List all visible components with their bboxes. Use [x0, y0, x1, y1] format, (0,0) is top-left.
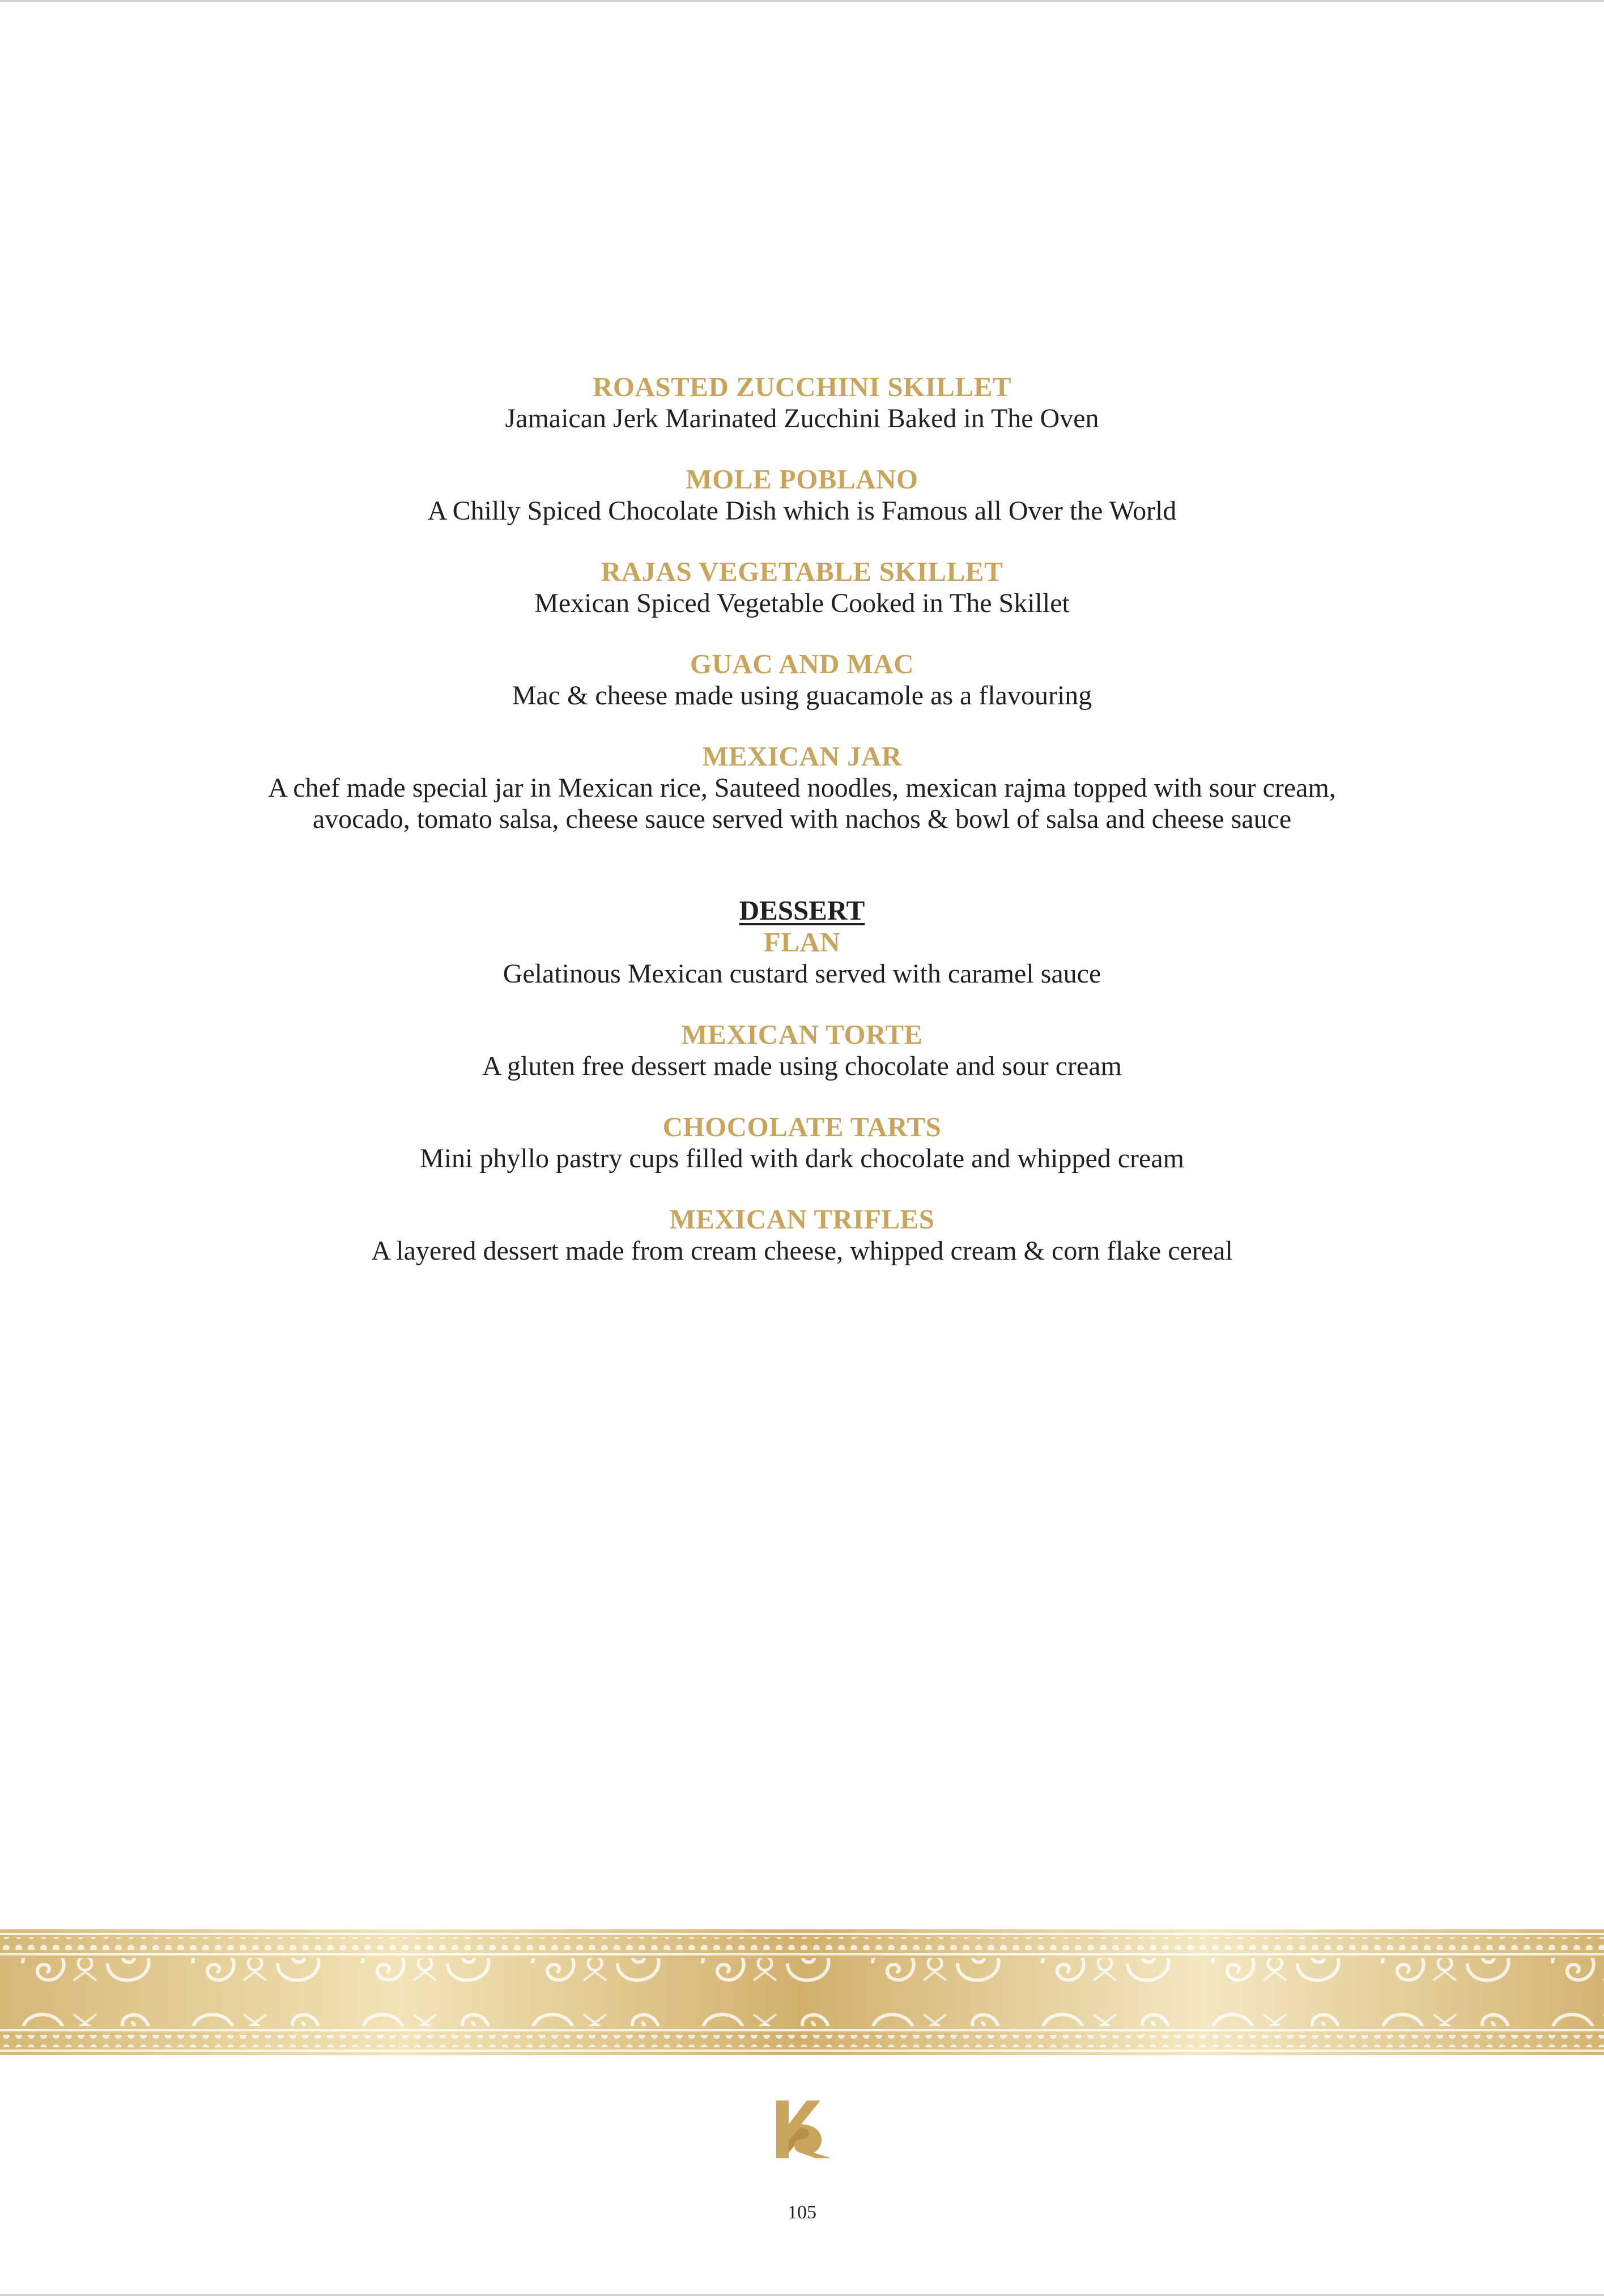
item-title: CHOCOLATE TARTS [662, 1111, 942, 1142]
item-description: A chef made special jar in Mexican rice, Sauteed noodles, mexican rajma topped with sour cream, avocado, tomato salsa, cheese sauce served with nachos & bowl of salsa and cheese sauce [268, 773, 1336, 834]
item-description: Mac & cheese made using guacamole as a flavouring [512, 681, 1092, 711]
menu-item [0, 371, 1604, 434]
item-description: Mini phyllo pastry cups filled with dark chocolate and whipped cream [420, 1143, 1184, 1173]
ornamental-border [0, 1929, 1604, 2055]
item-title: MEXICAN TRIFLES [669, 1204, 935, 1235]
item-description: Mexican Spiced Vegetable Cooked in The Skillet [534, 588, 1070, 618]
item-title: MEXICAN TORTE [681, 1019, 923, 1050]
dessert-item [0, 1204, 1604, 1266]
dessert-heading: DESSERT [739, 895, 865, 926]
item-description: A Chilly Spiced Chocolate Dish which is Famous all Over the World [427, 496, 1177, 526]
item-title: GUAC AND MAC [690, 648, 914, 679]
menu-content [0, 371, 1604, 1296]
menu-item [0, 648, 1604, 711]
item-description: Jamaican Jerk Marinated Zucchini Baked in The Oven [505, 403, 1099, 433]
item-title: MEXICAN JAR [702, 741, 902, 772]
dessert-item [0, 926, 1604, 989]
item-title: FLAN [763, 926, 841, 958]
dessert-item [0, 1019, 1604, 1082]
dessert-item [0, 1111, 1604, 1174]
item-description: A gluten free dessert made using chocolate and sour cream [482, 1051, 1122, 1081]
menu-item [0, 464, 1604, 526]
page-number: 105 [788, 2202, 816, 2223]
item-title: MOLE POBLANO [686, 464, 918, 495]
menu-item [0, 741, 1604, 835]
menu-item [0, 556, 1604, 619]
item-title: ROASTED ZUCCHINI SKILLET [592, 371, 1012, 402]
item-title: RAJAS VEGETABLE SKILLET [601, 556, 1003, 587]
kr-logo [774, 2098, 834, 2161]
item-description: A layered dessert made from cream cheese, whipped cream & corn flake cereal [371, 1236, 1233, 1266]
item-description: Gelatinous Mexican custard served with caramel sauce [503, 959, 1101, 989]
